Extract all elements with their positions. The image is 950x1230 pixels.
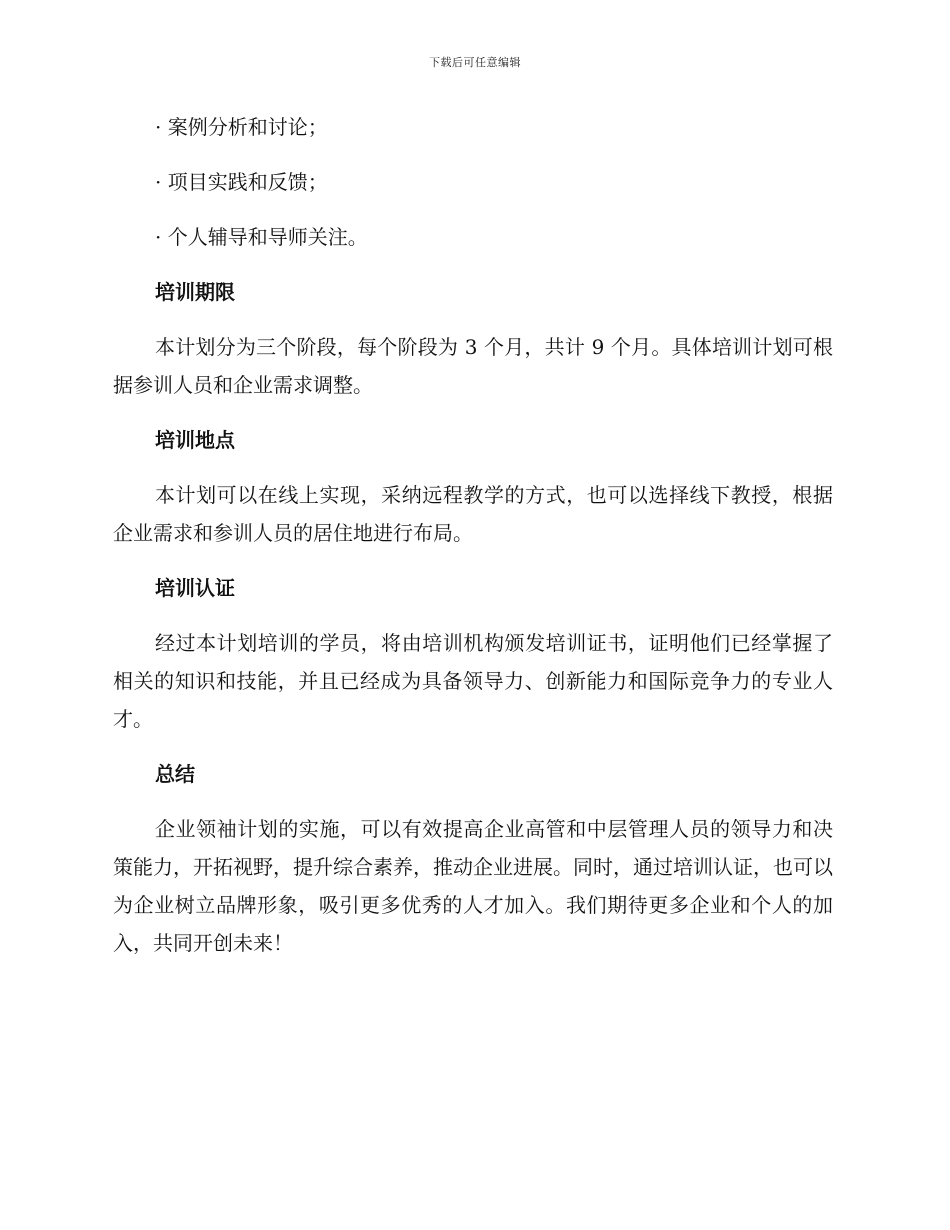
section-paragraph-summary: 企业领袖计划的实施，可以有效提高企业高管和中层管理人员的领导力和决策能力，开拓视野，提升综合素养，推动企业进展。同时，通过培训认证，也可以为企业树立品牌形象，吸引更多优秀的人才加入。我们期待更多企业和个人的加入，共同开创未来！ xyxy=(113,817,833,955)
section-paragraph-location: 本计划可以在线上实现，采纳远程教学的方式，也可以选择线下教授，根据企业需求和参训人员的居住地进行布局。 xyxy=(113,483,833,545)
section-heading-duration: 培训期限 xyxy=(155,280,235,304)
page-header: 下载后可任意编辑 xyxy=(429,56,521,69)
section-heading-summary: 总结 xyxy=(155,762,195,786)
bullet-item: · 案例分析和讨论； xyxy=(155,115,328,139)
section-paragraph-duration: 本计划分为三个阶段，每个阶段为 3 个月，共计 9 个月。具体培训计划可根据参训人员和企业需求调整。 xyxy=(113,335,833,397)
document-body xyxy=(113,108,833,979)
section-heading-location: 培训地点 xyxy=(155,428,235,452)
section-heading-certification: 培训认证 xyxy=(155,576,235,600)
bullet-item: · 个人辅导和导师关注。 xyxy=(155,225,368,249)
bullet-item: · 项目实践和反馈； xyxy=(155,170,328,194)
section-paragraph-certification: 经过本计划培训的学员，将由培训机构颁发培训证书，证明他们已经掌握了相关的知识和技能，并且已经成为具备领导力、创新能力和国际竞争力的专业人才。 xyxy=(113,631,833,731)
